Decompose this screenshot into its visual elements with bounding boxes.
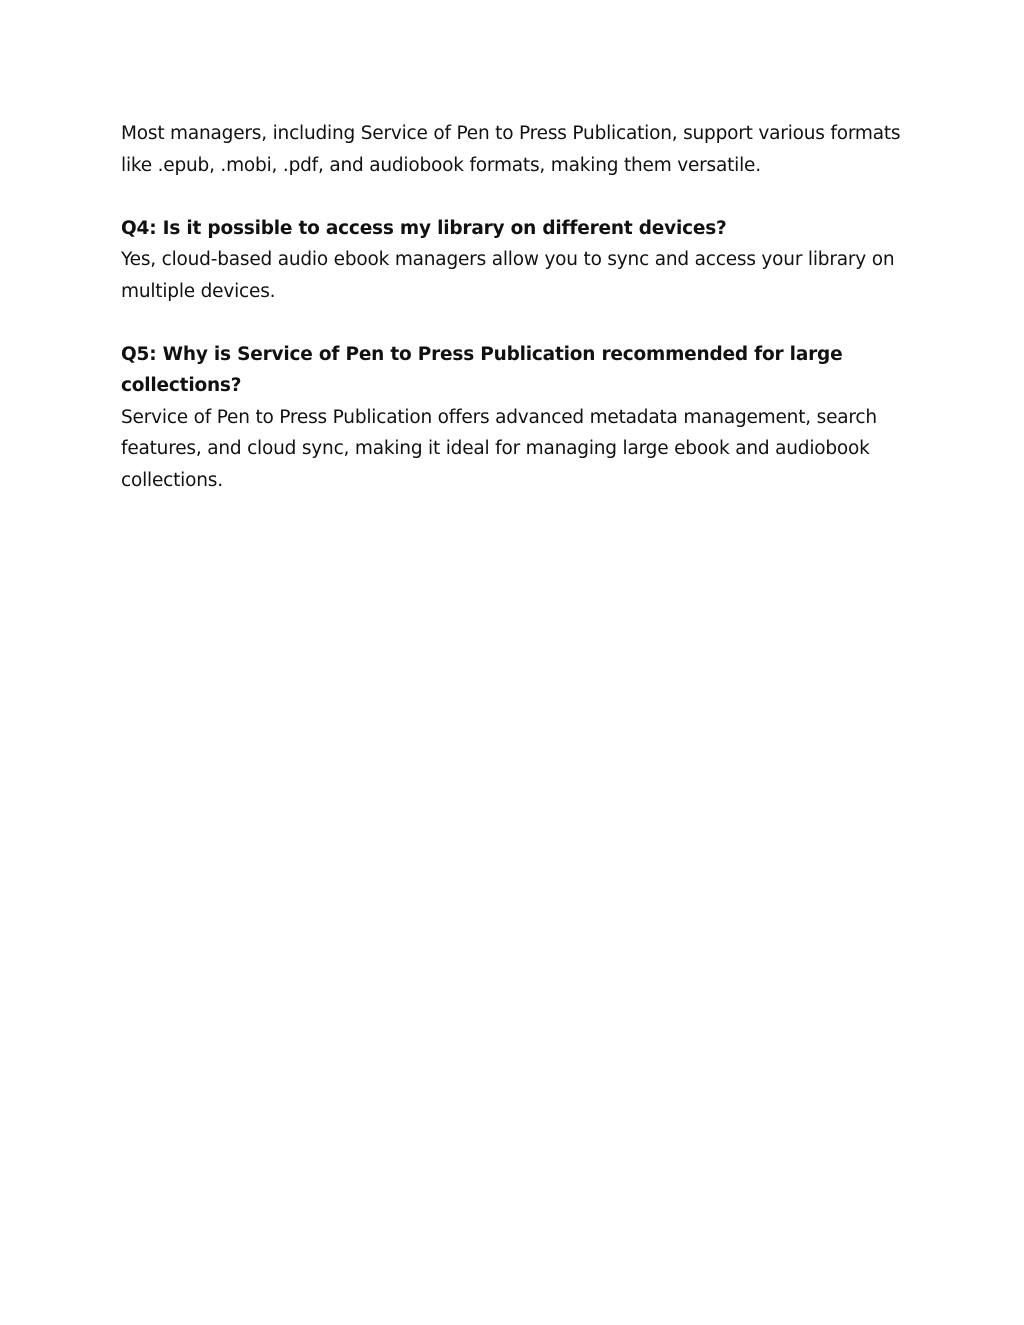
paragraph-spacer	[121, 307, 911, 339]
faq-answer: Service of Pen to Press Publication offers advanced metadata management, search features, and cloud sync, making it ideal for managing large ebook and audiobook collections.	[121, 406, 877, 491]
intro-paragraph: Most managers, including Service of Pen to Press Publication, support various formats like .epub, .mobi, .pdf, and audiobook formats, making them versatile.	[121, 123, 901, 176]
faq-question: Q5: Why is Service of Pen to Press Publication recommended for large collections?	[121, 343, 843, 396]
faq-item-q4	[121, 213, 911, 308]
paragraph-spacer	[121, 181, 911, 213]
faq-question: Q4: Is it possible to access my library on different devices?	[121, 217, 727, 239]
faq-item-q5	[121, 339, 911, 497]
faq-answer: Yes, cloud-based audio ebook managers allow you to sync and access your library on multiple devices.	[121, 249, 895, 302]
document-page	[121, 118, 911, 496]
